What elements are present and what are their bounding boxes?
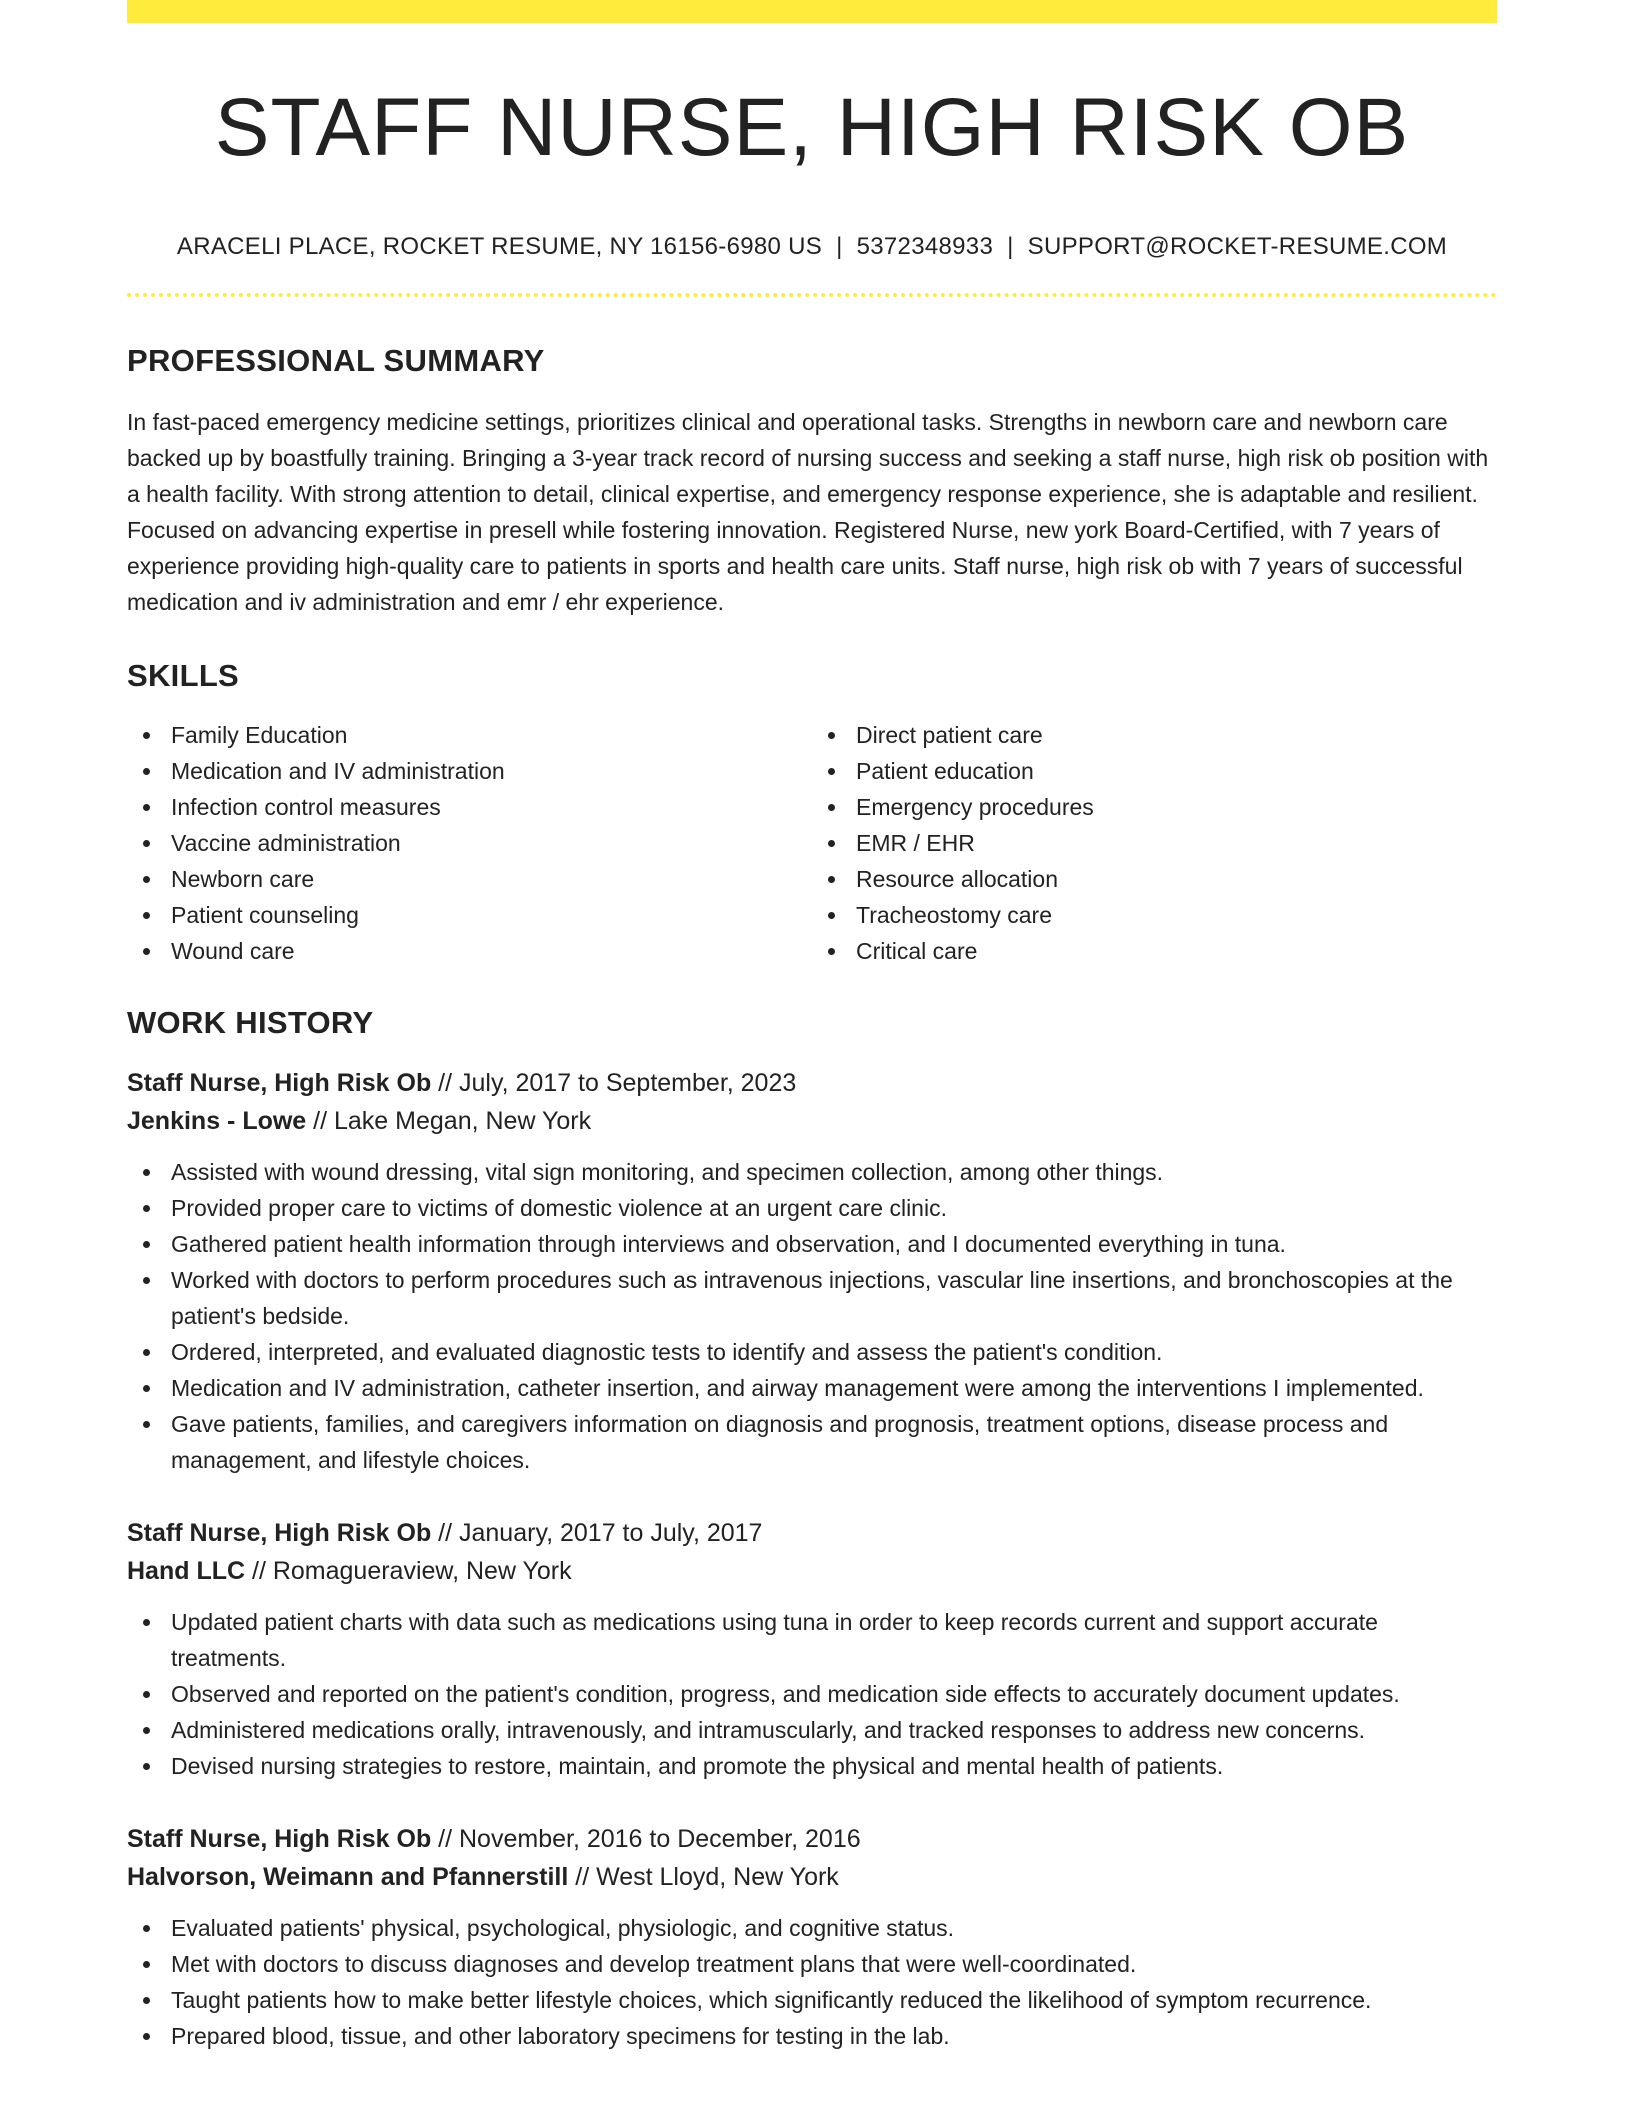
- skill-item: Family Education: [127, 717, 812, 753]
- skill-item: Medication and IV administration: [127, 753, 812, 789]
- duty-item: Prepared blood, tissue, and other laboratory specimens for testing in the lab.: [127, 2018, 1497, 2054]
- job-company-line: [127, 1858, 1497, 1896]
- job-title-line: [127, 1514, 1497, 1552]
- skill-item: Infection control measures: [127, 789, 812, 825]
- duty-item: Administered medications orally, intravenously, and intramuscularly, and tracked responses to address new concerns.: [127, 1712, 1497, 1748]
- skill-item: Patient counseling: [127, 897, 812, 933]
- skill-item: Newborn care: [127, 861, 812, 897]
- job-location: // Lake Megan, New York: [306, 1107, 592, 1136]
- duty-item: Provided proper care to victims of domestic violence at an urgent care clinic.: [127, 1190, 1497, 1226]
- duty-item: Observed and reported on the patient's condition, progress, and medication side effects to accurately document updates.: [127, 1676, 1497, 1712]
- contact-separator: |: [836, 233, 843, 261]
- job-company: Halvorson, Weimann and Pfannerstill: [127, 1863, 569, 1892]
- job-company-line: [127, 1102, 1497, 1140]
- job-company: Jenkins - Lowe: [127, 1107, 307, 1136]
- duty-item: Medication and IV administration, catheter insertion, and airway management were among the interventions I implemented.: [127, 1370, 1497, 1406]
- skill-item: Tracheostomy care: [812, 897, 1497, 933]
- job-location: // Romagueraview, New York: [245, 1557, 572, 1586]
- summary-text: In fast-paced emergency medicine settings, prioritizes clinical and operational tasks. Strengths in newborn care and newborn care backed up by boastfully training. Bringing a 3-year track record of nursing success and seeking a staff nurse, high risk ob position with a health facility. With strong attention to detail, clinical expertise, and emergency response experience, she is adaptable and resilient. Focused on advancing expertise in presell while fostering innovation. Registered Nurse, new york Board-Certified, with 7 years of experience providing high-quality care to patients in sports and health care units. Staff nurse, high risk ob with 7 years of successful medication and iv administration and emr / ehr experience.: [127, 409, 1489, 616]
- contact-phone: 5372348933: [856, 233, 994, 261]
- summary-heading: PROFESSIONAL SUMMARY: [127, 343, 545, 379]
- contact-line: [127, 235, 1497, 259]
- skills-list: [127, 717, 1497, 969]
- job-location: // West Lloyd, New York: [568, 1863, 839, 1892]
- duty-item: Gave patients, families, and caregivers information on diagnosis and prognosis, treatment options, disease process and management, and lifestyle choices.: [127, 1406, 1497, 1478]
- job-title-line: [127, 1064, 1497, 1102]
- job-dates: // November, 2016 to December, 2016: [431, 1825, 861, 1854]
- skill-item: Resource allocation: [812, 861, 1497, 897]
- job-dates: // January, 2017 to July, 2017: [431, 1519, 763, 1548]
- skill-item: Direct patient care: [812, 717, 1497, 753]
- duty-item: Worked with doctors to perform procedures such as intravenous injections, vascular line insertions, and bronchoscopies at the patient's bedside.: [127, 1262, 1497, 1334]
- duty-item: Assisted with wound dressing, vital sign monitoring, and specimen collection, among other things.: [127, 1154, 1497, 1190]
- skill-item: Critical care: [812, 933, 1497, 969]
- job-duties: [127, 1154, 1497, 1478]
- job-duties: [127, 1910, 1497, 2054]
- job-entry: [127, 1514, 1497, 1784]
- job-company: Hand LLC: [127, 1557, 246, 1586]
- dotted-divider: [127, 293, 1497, 297]
- skill-item: Vaccine administration: [127, 825, 812, 861]
- job-title-line: [127, 1820, 1497, 1858]
- contact-address: ARACELI PLACE, ROCKET RESUME, NY 16156-6980 US: [176, 233, 823, 261]
- contact-separator: |: [1007, 233, 1014, 261]
- job-dates: // July, 2017 to September, 2023: [431, 1069, 797, 1098]
- skill-item: Patient education: [812, 753, 1497, 789]
- duty-item: Ordered, interpreted, and evaluated diagnostic tests to identify and assess the patient's condition.: [127, 1334, 1497, 1370]
- job-duties: [127, 1604, 1497, 1784]
- duty-item: Gathered patient health information through interviews and observation, and I documented everything in tuna.: [127, 1226, 1497, 1262]
- job-entry: [127, 1064, 1497, 1478]
- skills-heading: SKILLS: [127, 658, 240, 694]
- duty-item: Devised nursing strategies to restore, maintain, and promote the physical and mental health of patients.: [127, 1748, 1497, 1784]
- job-company-line: [127, 1552, 1497, 1590]
- work-history-heading: WORK HISTORY: [127, 1005, 374, 1041]
- job-role: Staff Nurse, High Risk Ob: [127, 1519, 432, 1548]
- job-entry: [127, 1820, 1497, 2054]
- candidate-name: STAFF NURSE, HIGH RISK OB: [214, 82, 1410, 173]
- duty-item: Met with doctors to discuss diagnoses and develop treatment plans that were well-coordinated.: [127, 1946, 1497, 1982]
- duty-item: Updated patient charts with data such as medications using tuna in order to keep records current and support accurate treatments.: [127, 1604, 1497, 1676]
- duty-item: Taught patients how to make better lifestyle choices, which significantly reduced the likelihood of symptom recurrence.: [127, 1982, 1497, 2018]
- job-role: Staff Nurse, High Risk Ob: [127, 1069, 432, 1098]
- duty-item: Evaluated patients' physical, psychological, physiologic, and cognitive status.: [127, 1910, 1497, 1946]
- accent-bar: [127, 0, 1497, 23]
- contact-email: SUPPORT@ROCKET-RESUME.COM: [1027, 233, 1448, 261]
- skill-item: EMR / EHR: [812, 825, 1497, 861]
- skill-item: Emergency procedures: [812, 789, 1497, 825]
- resume-page: [127, 0, 1497, 2054]
- skills-column-right: [812, 717, 1497, 969]
- skills-column-left: [127, 717, 812, 969]
- job-role: Staff Nurse, High Risk Ob: [127, 1825, 432, 1854]
- skill-item: Wound care: [127, 933, 812, 969]
